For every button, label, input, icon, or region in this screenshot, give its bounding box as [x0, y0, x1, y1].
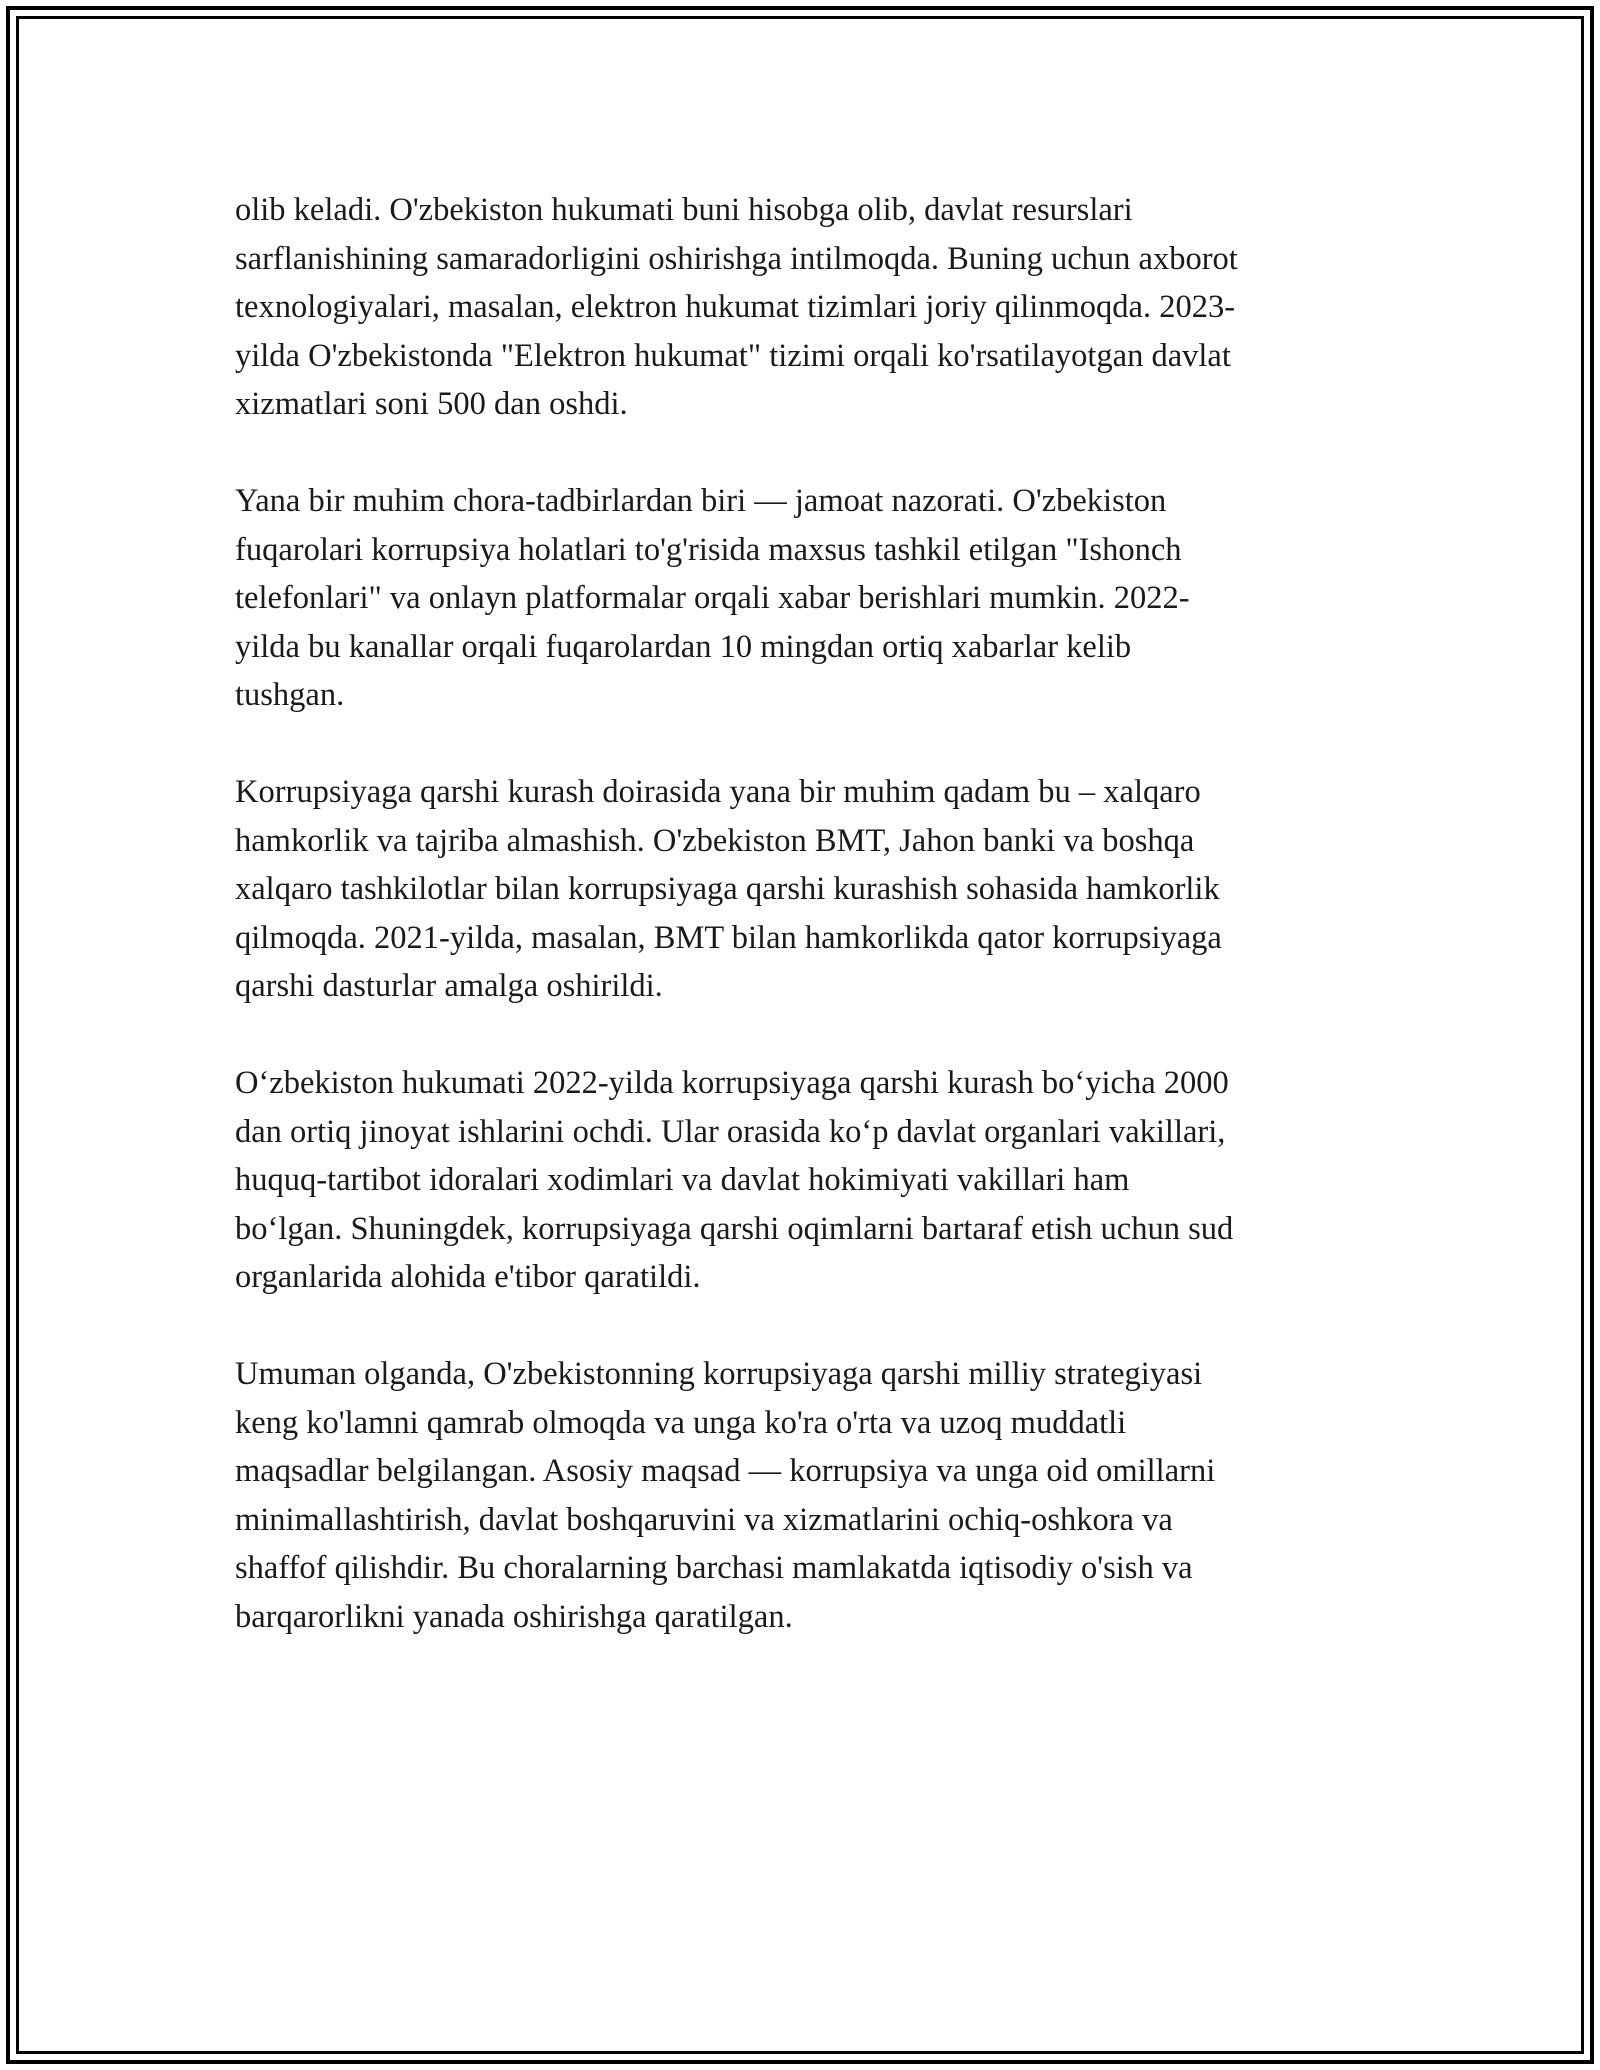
- text-line: yilda bu kanallar orqali fuqarolardan 10 mingdan ortiq xabarlar kelib: [235, 628, 1132, 665]
- text-line: barqarorlikni yanada oshirishga qaratilgan.: [235, 1598, 793, 1635]
- paragraph-international-cooperation: [235, 768, 1375, 1011]
- text-line: dan ortiq jinoyat ishlarini ochdi. Ular orasida ko‘p davlat organlari vakillari,: [235, 1113, 1226, 1150]
- document-body: [235, 186, 1375, 1690]
- text-line: keng ko'lamni qamrab olmoqda va unga ko'ra o'rta va uzoq muddatli: [235, 1404, 1127, 1441]
- text-line: olib keladi. O'zbekiston hukumati buni hisobga olib, davlat resurslari: [235, 192, 1133, 228]
- text-line: Umuman olganda, O'zbekistonning korrupsiyaga qarshi milliy strategiyasi: [235, 1356, 1203, 1392]
- text-line: bo‘lgan. Shuningdek, korrupsiyaga qarshi oqimlarni bartaraf etish uchun sud: [235, 1210, 1234, 1247]
- text-line: xizmatlari soni 500 dan oshdi.: [235, 386, 628, 422]
- text-line: tushgan.: [235, 677, 345, 713]
- text-line: maqsadlar belgilangan. Asosiy maqsad — korrupsiya va unga oid omillarni: [235, 1453, 1216, 1489]
- text-line: Korrupsiyaga qarshi kurash doirasida yana bir muhim qadam bu – xalqaro: [235, 774, 1201, 810]
- text-line: yilda O'zbekistonda "Elektron hukumat" tizimi orqali ko'rsatilayotgan davlat: [235, 337, 1231, 374]
- paragraph-criminal-cases: [235, 1059, 1375, 1302]
- text-line: xalqaro tashkilotlar bilan korrupsiyaga qarshi kurashish sohasida hamkorlik: [235, 871, 1220, 907]
- text-line: qarshi dasturlar amalga oshirildi.: [235, 968, 663, 1004]
- text-line: huquq-tartibot idoralari xodimlari va davlat hokimiyati vakillari ham: [235, 1162, 1130, 1198]
- paragraph-public-control: [235, 477, 1375, 720]
- text-line: texnologiyalari, masalan, elektron hukumat tizimlari joriy qilinmoqda. 2023-: [235, 289, 1236, 325]
- text-line: O‘zbekiston hukumati 2022-yilda korrupsiyaga qarshi kurash bo‘yicha 2000: [235, 1065, 1229, 1101]
- paragraph-national-strategy: [235, 1350, 1375, 1641]
- text-line: minimallashtirish, davlat boshqaruvini va xizmatlarini ochiq-oshkora va: [235, 1501, 1173, 1538]
- text-line: Yana bir muhim chora-tadbirlardan biri — jamoat nazorati. O'zbekiston: [235, 483, 1167, 519]
- text-line: fuqarolari korrupsiya holatlari to'g'risida maxsus tashkil etilgan "Ishonch: [235, 531, 1182, 568]
- text-line: qilmoqda. 2021-yilda, masalan, BMT bilan hamkorlikda qator korrupsiyaga: [235, 919, 1222, 956]
- text-line: organlarida alohida e'tibor qaratildi.: [235, 1259, 701, 1295]
- text-line: sarflanishining samaradorligini oshirishga intilmoqda. Buning uchun axborot: [235, 240, 1238, 277]
- text-line: telefonlari" va onlayn platformalar orqali xabar berishlari mumkin. 2022-: [235, 580, 1190, 616]
- paragraph-e-government: [235, 186, 1375, 429]
- text-line: hamkorlik va tajriba almashish. O'zbekiston BMT, Jahon banki va boshqa: [235, 822, 1195, 859]
- text-line: shaffof qilishdir. Bu choralarning barchasi mamlakatda iqtisodiy o'sish va: [235, 1550, 1193, 1586]
